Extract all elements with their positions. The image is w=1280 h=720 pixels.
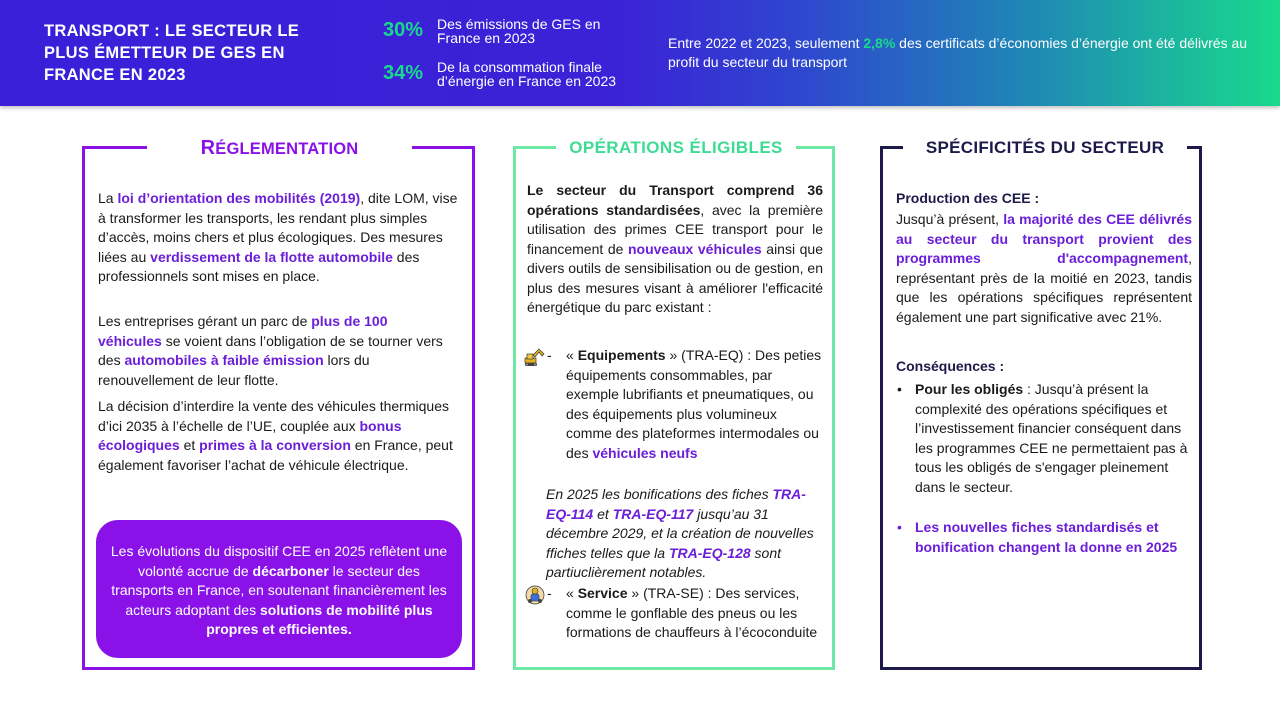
highlight: primes à la conversion	[199, 437, 351, 453]
highlight: loi d’orientation des mobilités (2019)	[117, 190, 361, 206]
text: En 2025 les bonifications des fiches	[546, 486, 773, 502]
emphasis: Service	[577, 585, 628, 601]
emphasis: Pour les obligés	[915, 381, 1024, 397]
reglementation-paragraph-2035	[98, 397, 453, 475]
text: lors du renouvellement de leur flotte.	[98, 352, 370, 388]
text: en France, peut également favoriser l’achat de véhicule électrique.	[98, 437, 453, 473]
stat-label: De la consommation finale d’énergie en France en 2023	[437, 59, 617, 89]
emphasis: Le secteur du Transport comprend 36 opérations standardisées	[527, 182, 823, 218]
list-item-equipements	[524, 346, 824, 486]
text: La	[98, 190, 118, 206]
panel-title: OPÉRATIONS ÉLIGIBLES	[556, 133, 796, 163]
summary-highlight: 2,8%	[863, 35, 896, 51]
text: » (TRA-EQ) : Des peties équipements consommables, par exemple lubrifiants et pneumatiques, ou des équipements plus volumineux comme des plateformes intermodales ou des	[566, 347, 822, 461]
service-worker-icon	[524, 584, 546, 606]
stat-value: 34%	[383, 62, 424, 84]
stat-energie	[383, 60, 647, 88]
text: le secteur des transports en France, en soutenant financièrement les acteurs adoptant des	[111, 562, 447, 618]
text: Les entreprises gérant un parc de	[98, 313, 312, 329]
operations-panel	[513, 138, 835, 670]
highlight: TRA-EQ-117	[612, 505, 694, 522]
highlight: la majorité des CEE délivrés au secteur du transport provient des programmes d'accompagnement	[896, 211, 1193, 266]
title-initial: R	[200, 137, 216, 159]
emphasis: décarboner	[252, 562, 329, 579]
panel-title	[147, 133, 412, 164]
summary-text: des certificats d’économies d’énergie ont été délivrés au profit du secteur du transport	[668, 35, 1248, 70]
reglementation-paragraph-lom	[98, 189, 466, 287]
text: Les évolutions du dispositif CEE en 2025 reflètent une volonté accrue de	[110, 543, 448, 579]
header-banner	[0, 0, 1280, 106]
text: La décision d’interdire la vente des véhicules thermiques d’ici 2035 à l’échelle de l’UE, couplée aux	[98, 398, 449, 434]
text: «	[566, 347, 578, 363]
highlight: automobiles à faible émission	[124, 352, 324, 368]
page-title: TRANSPORT : LE SECTEUR LE PLUS ÉMETTEUR DE GES EN FRANCE EN 2023	[44, 22, 300, 84]
consequences-label: Conséquences :	[896, 358, 1005, 374]
dash: -	[547, 585, 552, 601]
highlight: bonus écologiques	[98, 417, 402, 453]
text: » (TRA-SE) : Des services, comme le gonflable des pneus ou les formations de chauffeurs à l’écoconduite	[566, 585, 818, 640]
obliges-text	[915, 380, 1193, 497]
emphasis: Equipements	[577, 347, 666, 363]
text: Jusqu’à présent,	[896, 211, 1004, 227]
highlight: verdissement de la flotte automobile	[150, 248, 393, 265]
text: jusqu’au 31 décembre 2029, et la création de nouvelles ffiches telles que la	[546, 505, 814, 561]
stat-value: 30%	[383, 19, 424, 41]
text: ainsi que divers outils de sensibilisation ou de gestion, en plus des mesures visant à améliorer l'efficacité énergétique du parc existant :	[527, 240, 823, 315]
callout-box	[96, 520, 462, 658]
text: , représentant près de la moitié en 2023, tandis que les opérations spécifiques représentent également une part significative avec 21%.	[896, 250, 1192, 325]
reglementation-paragraph-flotte	[98, 312, 453, 390]
nouvelles-fiches-text: Les nouvelles fiches standardisés et bonification changent la donne en 2025	[915, 519, 1178, 555]
service-text	[566, 584, 822, 643]
reglementation-panel	[82, 137, 475, 670]
stat-ges	[383, 17, 647, 45]
bullet: •	[897, 519, 902, 535]
dash: -	[547, 347, 552, 363]
text: et	[179, 437, 200, 453]
text: , dite LOM, vise à transformer les transports, les rendant plus simples d’accès, moins chers et plus écologiques. Des mesures liées au	[98, 190, 458, 265]
highlight: nouveaux véhicules	[627, 240, 762, 257]
operations-intro	[527, 181, 823, 318]
text: et	[593, 505, 613, 522]
highlight: TRA-EQ-128	[668, 544, 751, 561]
text: , avec la première utilisation des primes CEE transport pour le financement de	[527, 201, 823, 257]
summary-text: Entre 2022 et 2023, seulement	[668, 35, 864, 51]
title-rest: ÉGLEMENTATION	[215, 140, 359, 158]
text: sont partiuclièrement notables.	[546, 544, 782, 580]
equipements-text	[566, 346, 822, 463]
text: se voient dans l’obligation de se tourner vers des	[98, 332, 443, 368]
list-item-service	[524, 584, 824, 664]
highlight: véhicules neufs	[592, 444, 698, 461]
specificites-panel	[880, 138, 1202, 670]
text: «	[566, 585, 578, 601]
panel-title: SPÉCIFICITÉS DU SECTEUR	[903, 133, 1187, 163]
list-item-nouvelles-fiches	[897, 518, 1193, 578]
text: des professionnels sont mises en place.	[98, 248, 420, 284]
production-label: Production des CEE :	[896, 190, 1040, 206]
text: : Jusqu’à présent la complexité des opérations spécifiques et l’investissement financier conséquent dans les programmes CEE ne permettaient pas à tous les obligés de s'engager pleinement dans le secteur.	[915, 381, 1188, 495]
bullet: •	[897, 381, 902, 397]
stat-label: Des émissions de GES en France en 2023	[437, 16, 601, 46]
bonification-note	[546, 485, 824, 583]
highlight: TRA-EQ-114	[546, 486, 806, 522]
excavator-icon	[524, 346, 546, 368]
header-summary	[668, 34, 1260, 72]
list-item-obliges	[897, 380, 1193, 510]
production-text	[896, 210, 1192, 327]
highlight: plus de 100 véhicules	[98, 313, 388, 349]
emphasis: solutions de mobilité plus propres et efficientes.	[206, 601, 433, 637]
